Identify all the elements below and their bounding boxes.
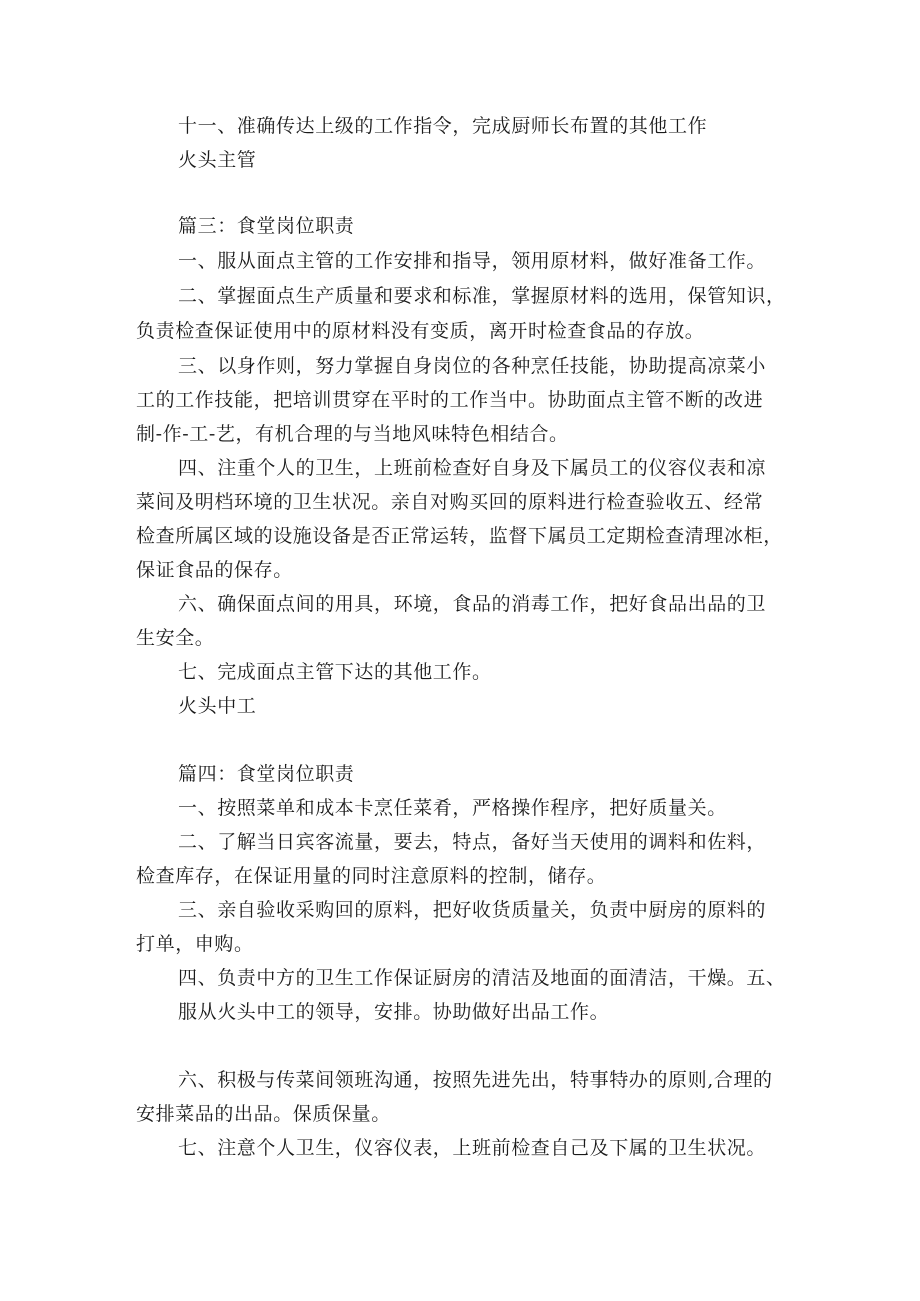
text-line: 检查所属区域的设施设备是否正常运转，监督下属员工定期检查清理冰柜，: [136, 525, 783, 547]
section-heading: 火头中工: [178, 695, 257, 717]
text-line: 十一、准确传达上级的工作指令，完成厨师长布置的其他工作: [178, 115, 708, 137]
text-line: 四、负责中方的卫生工作保证厨房的清洁及地面的面清洁，干燥。五、: [178, 967, 786, 989]
chapter-title: 篇三：食堂岗位职责: [178, 215, 355, 237]
text-line: 服从火头中工的领导，安排。协助做好出品工作。: [178, 1001, 610, 1023]
section-heading: 火头主管: [178, 149, 257, 171]
text-line: 打单，申购。: [136, 933, 254, 955]
chapter-title: 篇四：食堂岗位职责: [178, 763, 355, 785]
text-line: 安排菜品的出品。保质保量。: [136, 1103, 391, 1125]
text-line: 二、掌握面点生产质量和要求和标准，掌握原材料的选用，保管知识，: [178, 285, 786, 307]
text-line: 四、注重个人的卫生，上班前检查好自身及下属员工的仪容仪表和凉: [178, 457, 767, 479]
text-line: 一、服从面点主管的工作安排和指导，领用原材料，做好准备工作。: [178, 250, 767, 272]
text-line: 三、以身作则，努力掌握自身岗位的各种烹任技能，协助提高凉菜小: [178, 355, 767, 377]
text-line: 六、积极与传菜间领班沟通，按照先进先出，特事特办的原则,合理的: [178, 1069, 773, 1091]
text-line: 七、完成面点主管下达的其他工作。: [178, 661, 492, 683]
text-line: 一、按照菜单和成本卡烹任菜肴，严格操作程序，把好质量关。: [178, 797, 727, 819]
text-line: 生安全。: [136, 627, 215, 649]
text-line: 检查库存，在保证用量的同时注意原料的控制，储存。: [136, 865, 607, 887]
text-line: 二、了解当日宾客流量，要去，特点，备好当天使用的调料和佐料，: [178, 831, 767, 853]
text-line: 工的工作技能，把培训贯穿在平时的工作当中。协助面点主管不断的改进: [136, 389, 764, 411]
text-line: 菜间及明档环境的卫生状况。亲自对购买回的原料进行检查验收五、经常: [136, 491, 764, 513]
text-line: 七、注意个人卫生，仪容仪表，上班前检查自己及下属的卫生状况。: [178, 1137, 767, 1159]
text-line: 制-作-工-艺，有机合理的与当地风味特色相结合。: [136, 423, 569, 445]
text-line: 三、亲自验收采购回的原料，把好收货质量关，负责中厨房的原料的: [178, 899, 767, 921]
text-line: 六、确保面点间的用具，环境，食品的消毒工作，把好食品出品的卫: [178, 593, 767, 615]
text-line: 保证食品的保存。: [136, 559, 293, 581]
text-line: 负责检查保证使用中的原材料没有变质，离开时检查食品的存放。: [136, 320, 705, 342]
